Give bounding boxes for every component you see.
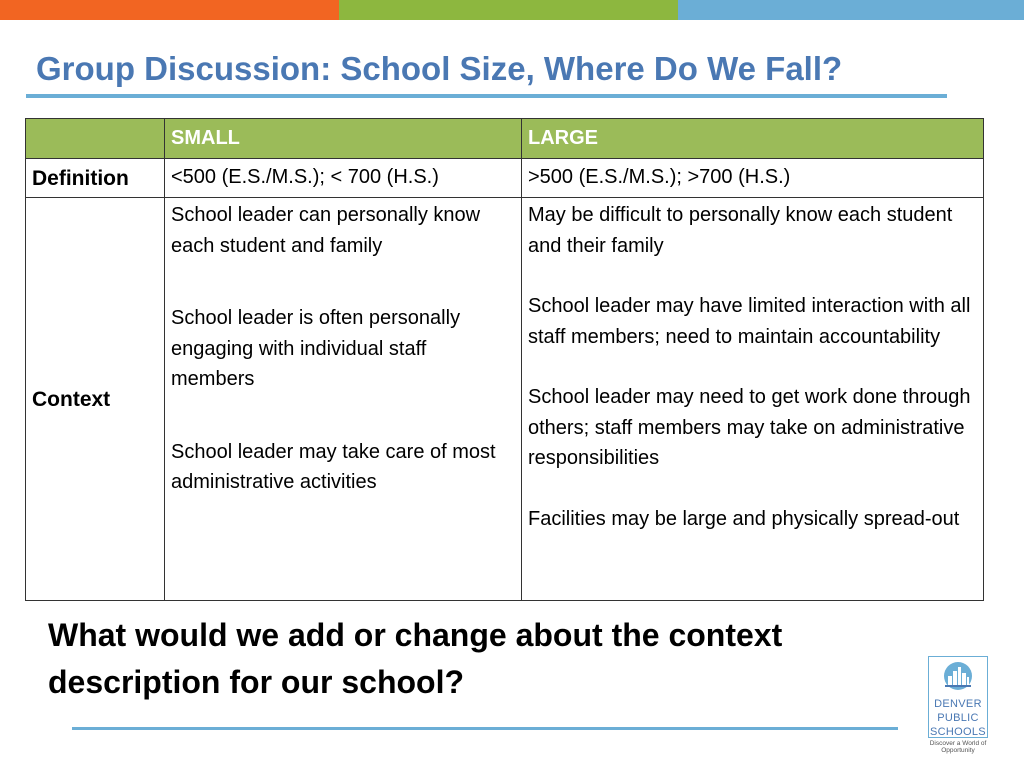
context-small-item: School leader can personally know each student and family — [171, 204, 481, 257]
logo-line-3: SCHOOLS — [930, 726, 986, 738]
dps-city-skyline-icon — [940, 661, 976, 691]
bottom-divider — [72, 727, 898, 730]
context-large-item: School leader may have limited interaction with all staff members; need to maintain accountability — [528, 295, 971, 348]
dps-logo — [928, 656, 988, 756]
top-color-bars — [0, 0, 1024, 20]
logo-line-2: PUBLIC — [937, 712, 979, 724]
header-small: SMALL — [165, 119, 522, 159]
slide-title: Group Discussion: School Size, Where Do We Fall? — [36, 50, 843, 87]
row-label-context: Context — [26, 198, 165, 601]
school-size-table — [25, 118, 984, 601]
header-blank-cell — [26, 119, 165, 159]
definition-small: <500 (E.S./M.S.); < 700 (H.S.) — [165, 159, 522, 198]
logo-box — [928, 656, 988, 738]
table-header-row — [26, 119, 984, 159]
table-row-context — [26, 198, 984, 601]
discussion-question: What would we add or change about the context description for our school? — [48, 617, 783, 700]
context-small-item: School leader is often personally engaging with individual staff members — [171, 307, 461, 390]
table-row-definition — [26, 159, 984, 198]
row-label-definition: Definition — [26, 159, 165, 198]
context-large-item: Facilities may be large and physically spread-out — [528, 507, 960, 530]
context-large — [522, 198, 984, 601]
context-small — [165, 198, 522, 601]
logo-tagline: Discover a World of Opportunity — [929, 740, 987, 754]
definition-large: >500 (E.S./M.S.); >700 (H.S.) — [522, 159, 984, 198]
context-large-item: School leader may need to get work done through others; staff members may take on administrative responsibilities — [528, 386, 971, 469]
context-small-item: School leader may take care of most administrative activities — [171, 440, 496, 493]
logo-line-1: DENVER — [934, 698, 982, 710]
blue-bar — [678, 0, 1024, 20]
context-large-item: May be difficult to personally know each student and their family — [528, 204, 953, 257]
title-underline — [26, 94, 947, 98]
orange-bar — [0, 0, 339, 20]
header-large: LARGE — [522, 119, 984, 159]
green-bar — [339, 0, 678, 20]
